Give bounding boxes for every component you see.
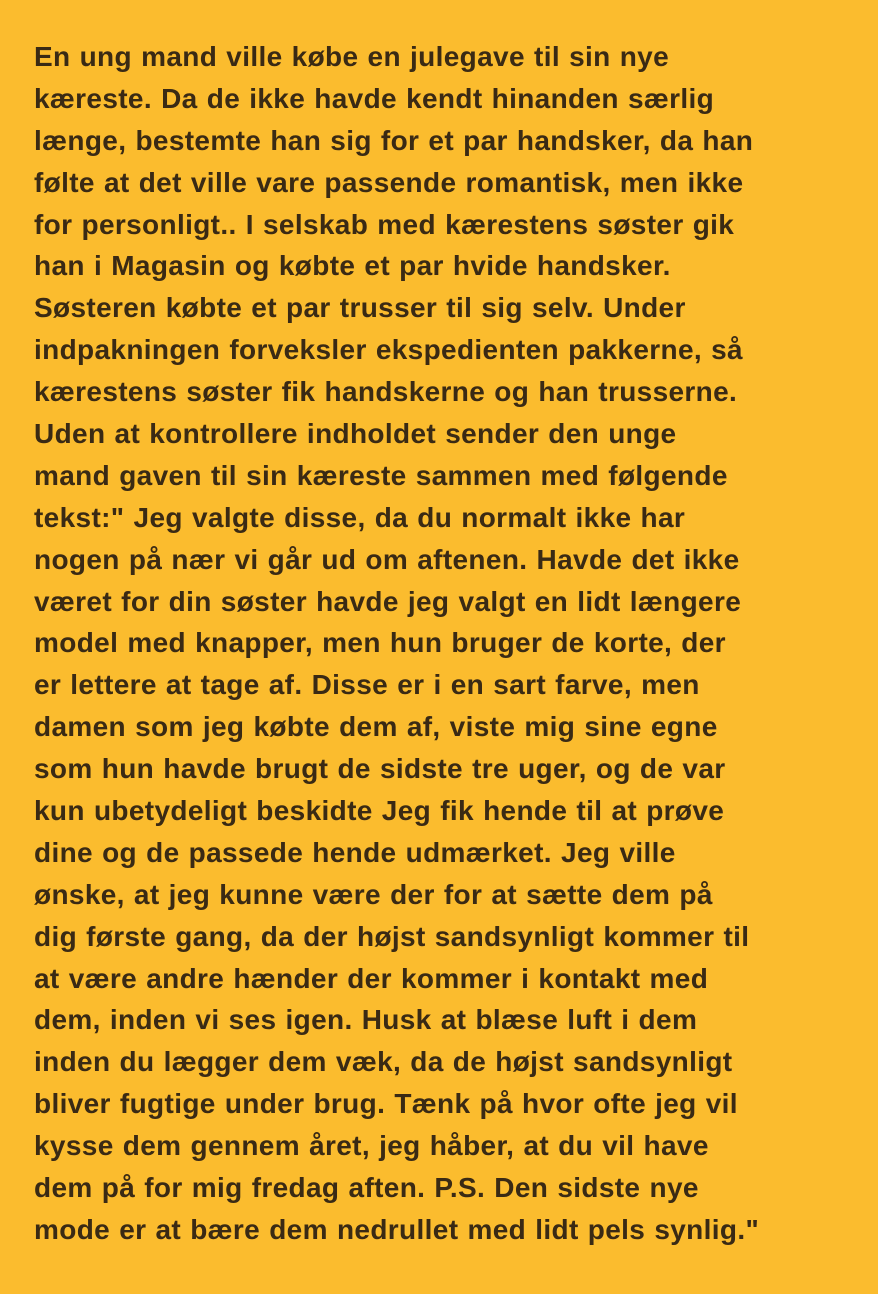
text-line: kun ubetydeligt beskidte Jeg fik hende til at prøve [34,795,725,827]
text-line: indpakningen forveksler ekspedienten pakkerne, så [34,334,743,366]
text-line: kysse dem gennem året, jeg håber, at du vil have [34,1130,709,1162]
text-line: for personligt.. I selskab med kærestens søster gik [34,208,735,240]
text-line: model med knapper, men hun bruger de korte, der [34,627,726,659]
text-line: dem, inden vi ses igen. Husk at blæse luft i dem [34,1004,698,1036]
text-line: følte at det ville vare passende romantisk, men ikke [34,166,744,198]
text-line: kæreste. Da de ikke havde kendt hinanden særlig [34,82,715,114]
text-line: været for din søster havde jeg valgt en lidt længere [34,585,742,617]
text-line: mand gaven til sin kæreste sammen med følgende [34,459,728,491]
text-line: inden du lægger dem væk, da de højst sandsynligt [34,1046,733,1078]
story-text [34,36,864,1251]
text-line: nogen på nær vi går ud om aftenen. Havde det ikke [34,543,740,575]
text-line: at være andre hænder der kommer i kontakt med [34,962,709,994]
text-line: som hun havde brugt de sidste tre uger, og de var [34,753,726,785]
text-line: tekst:" Jeg valgte disse, da du normalt ikke har [34,501,686,533]
text-line: bliver fugtige under brug. Tænk på hvor ofte jeg vil [34,1088,738,1120]
text-line: han i Magasin og købte et par hvide handsker. [34,250,671,282]
text-line: længe, bestemte han sig for et par handsker, da han [34,124,754,156]
text-line: mode er at bære dem nedrullet med lidt pels synlig." [34,1213,760,1245]
text-line: dine og de passede hende udmærket. Jeg ville [34,836,676,868]
text-line: er lettere at tage af. Disse er i en sart farve, men [34,669,700,701]
text-line: kærestens søster fik handskerne og han trusserne. [34,376,738,408]
text-line: ønske, at jeg kunne være der for at sætte dem på [34,878,713,910]
text-line: Uden at kontrollere indholdet sender den unge [34,418,677,450]
text-line: dem på for mig fredag aften. P.S. Den sidste nye [34,1172,699,1204]
text-line: damen som jeg købte dem af, viste mig sine egne [34,711,718,743]
text-line: Søsteren købte et par trusser til sig selv. Under [34,292,686,324]
text-line: dig første gang, da der højst sandsynligt kommer til [34,920,750,952]
text-line: En ung mand ville købe en julegave til sin nye [34,41,670,72]
